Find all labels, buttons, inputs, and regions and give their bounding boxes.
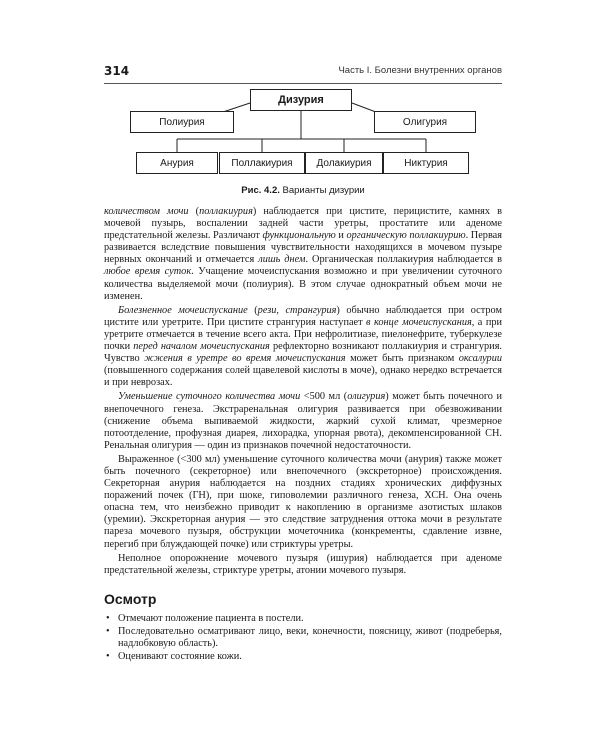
bullet-list (104, 613, 502, 663)
text-run: , а при уретрите отмечается в течение всего акта. При нефролитиазе, пиелонефрите, туберкулезе почки (104, 316, 502, 353)
text-run: может быть признаком (345, 353, 459, 365)
figure-caption (104, 185, 502, 196)
italic-run: лишь днем (258, 254, 306, 266)
italic-run: поллакиурия (199, 206, 253, 217)
bullet-icon: • (106, 625, 110, 637)
page-header (104, 64, 502, 80)
bullet-icon: • (106, 651, 110, 663)
text-run: ) может быть почечного и внепочечного генеза. Экстраренальная олигурия развивается при обезвоживании (снижение объема выпиваемой жидкости, жаркий сухой климат, чрезмерное потоотделение, профузная диарея, лихорадка, упорная рвота), декомпенсированной СН. Ренальная олигурия — один из признаков почечной недостаточности. (104, 391, 502, 451)
header-rule (104, 83, 502, 84)
caption-text: Варианты дизурии (282, 185, 365, 196)
italic-run: рези, странгурия (257, 304, 337, 316)
italic-run: количеством мочи (104, 206, 189, 217)
box-root: Дизурия (250, 89, 352, 111)
italic-run: любое время суток (104, 266, 192, 278)
italic-run: функциональную (262, 230, 336, 242)
text-run: ) наблюдается при цистите, перицистите, камнях в мочевой пузырь, воспалении задней части уретры, простатите или аденоме предстательной железы. Различают (104, 206, 502, 242)
bullet-icon: • (106, 612, 110, 624)
italic-run: органическую поллакиурию (346, 230, 466, 242)
italic-run: Болезненное мочеиспускание (118, 304, 248, 316)
box-right: Олигурия (374, 111, 476, 133)
italic-run: в конце мочеиспускания (366, 316, 472, 328)
text-run: . Первая развивается вследствие повышения чувствительности находящихся в мочевом пузыре нервных окончаний и отмечается (104, 230, 502, 266)
box-left: Полиурия (130, 111, 234, 133)
text-run: ) обычно наблюдается при остром цистите или уретрите. При цистите странгурия наступает (104, 304, 502, 328)
paragraph (104, 391, 502, 451)
paragraph (104, 305, 502, 390)
italic-run: перед началом мочеиспускания (133, 341, 270, 353)
text-run: ( (188, 206, 200, 217)
text-run: ( (247, 304, 258, 316)
italic-run: жжения в уретре во время мочеиспускания (144, 353, 346, 365)
text-run: и (335, 230, 347, 242)
running-head: Часть I. Болезни внутренних органов (338, 65, 502, 76)
text-run: . Органическая поллакиурия наблюдается в (305, 254, 502, 266)
text-run: Выраженное (<300 мл) уменьшение суточного количества мочи (анурия) также может быть почечного (секреторное) или внепочечного (экскреторное) происхождения. Секреторная анурия наблюдается на поздних стадиях хронических диффузных поражений почек (ГН), при шоке, гиповолемии различного генеза, ХСН. Она очень опасна тем, что неизбежно приводит к накоплению в организме азотистых шлаков (уремии). Экскреторная анурия — это следствие затруднения оттока мочи в результате пареза мочевого пузыря, обструкции мочеточника (конкременты, сдавление извне, перегиб при блуждающей почке) или стриктуры уретры. (104, 453, 502, 550)
paragraph (104, 206, 502, 303)
page-number: 314 (104, 64, 130, 78)
paragraph (104, 454, 502, 551)
text-run: <500 мл ( (300, 391, 348, 403)
body-text (104, 206, 502, 664)
text-run: рефлекторно возникают поллакиурия и странгурия. Чувство (104, 341, 503, 365)
italic-run: Уменьшение суточного количества мочи (118, 391, 301, 403)
caption-label: Рис. 4.2. (241, 185, 280, 196)
box-child-2: Поллакиурия (219, 152, 305, 174)
italic-run: олигурия (347, 391, 386, 403)
text-run: Неполное опорожнение мочевого пузыря (ишурия) наблюдается при аденоме предстательной железы, стриктуре уретры, атонии мочевого пузыря. (104, 552, 502, 576)
list-item: • Отмечают положение пациента в постели. (106, 612, 304, 624)
box-child-1: Анурия (136, 152, 218, 174)
italic-run: оксалурии (458, 353, 502, 365)
text-run: (повышенного содержания солей щавелевой кислоты в моче), однако нередко встречается и при неврозах. (104, 365, 502, 389)
box-child-4: Никтурия (383, 152, 469, 174)
box-child-3: Долакиурия (305, 152, 383, 174)
section-heading: Осмотр (104, 590, 157, 607)
text-run: . Учащение мочеиспускания возможно и при увеличении суточного количества выделяемой мочи (полиурия). В этом случае однократный объем мочи не изменен. (104, 266, 502, 302)
list-item: • Последовательно осматривают лицо, веки, конечности, поясницу, живот (подреберья, надлобковую область). (106, 625, 502, 649)
paragraph (104, 553, 502, 577)
list-item: • Оценивают состояние кожи. (106, 651, 242, 663)
